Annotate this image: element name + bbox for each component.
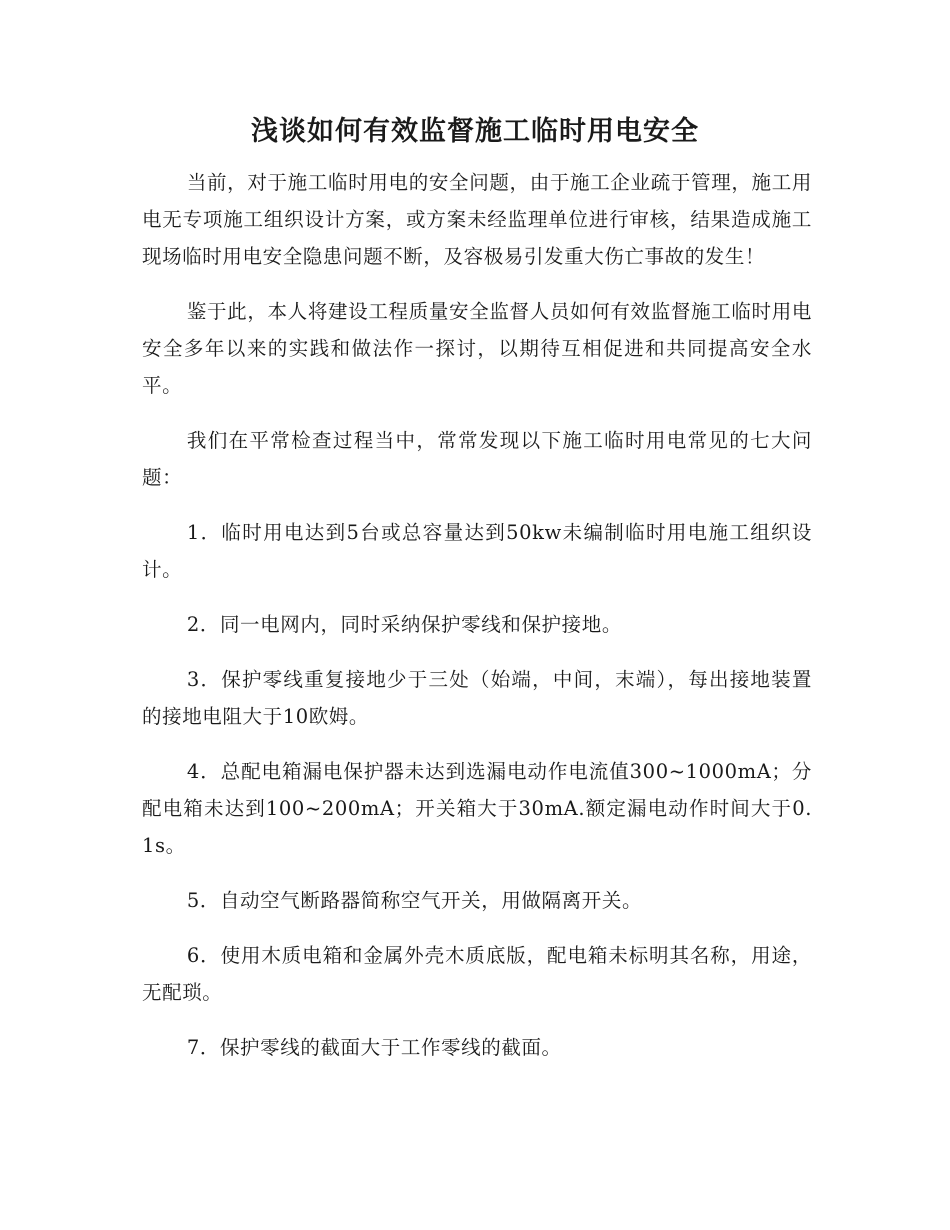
document-title: 浅谈如何有效监督施工临时用电安全: [251, 116, 699, 147]
list-item-problem-7: 7．保护零线的截面大于工作零线的截面。: [186, 1036, 562, 1059]
list-item-problem-3: 3．保护零线重复接地少于三处（始端，中间，末端），每出接地装置的接地电阻大于10欧姆。: [142, 668, 812, 728]
list-item-problem-2: 2．同一电网内，同时采纳保护零线和保护接地。: [186, 613, 622, 636]
list-item-problem-1: 1．临时用电达到5台或总容量达到50kw未编制临时用电施工组织设计。: [142, 521, 812, 581]
paragraph-purpose: 鉴于此，本人将建设工程质量安全监督人员如何有效监督施工临时用电安全多年以来的实践和做法作一探讨，以期待互相促进和共同提高安全水平。: [142, 300, 812, 397]
document-body: [142, 164, 812, 1066]
paragraph-problems-lead: 我们在平常检查过程当中，常常发现以下施工临时用电常见的七大问题：: [142, 429, 812, 489]
list-item-problem-4: 4．总配电箱漏电保护器未达到选漏电动作电流值300~1000mA；分配电箱未达到100~200mA；开关箱大于30mA.额定漏电动作时间大于0.1s。: [142, 760, 812, 857]
list-item-problem-5: 5．自动空气断路器简称空气开关，用做隔离开关。: [186, 889, 643, 912]
paragraph-intro: 当前，对于施工临时用电的安全问题，由于施工企业疏于管理，施工用电无专项施工组织设计方案，或方案未经监理单位进行审核，结果造成施工现场临时用电安全隐患问题不断，及容极易引发重大伤亡事故的发生！: [142, 171, 812, 268]
list-item-problem-6: 6．使用木质电箱和金属外壳木质底版，配电箱未标明其名称，用途，无配琐。: [142, 944, 812, 1004]
